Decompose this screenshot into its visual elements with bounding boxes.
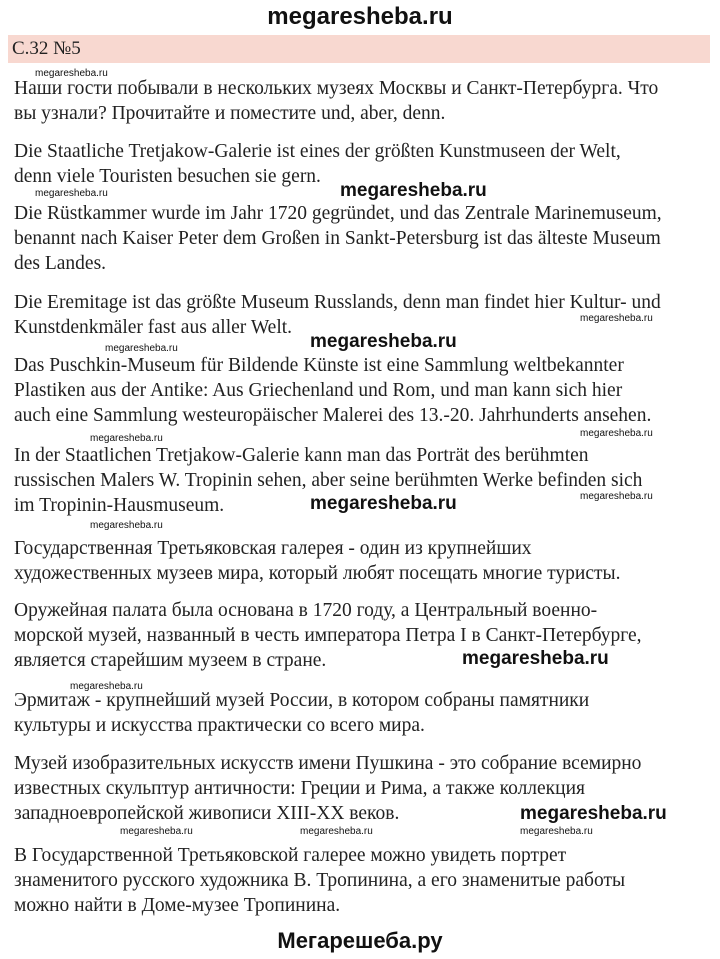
text-line: морской музей, названный в честь императора Петра I в Санкт-Петербурге, xyxy=(14,625,642,646)
text-line: Наши гости побывали в нескольких музеях Москвы и Санкт-Петербурга. Что xyxy=(14,78,659,99)
text-line: Оружейная палата была основана в 1720 году, а Центральный военно- xyxy=(14,600,598,621)
watermark-small: megaresheba.ru xyxy=(580,491,653,502)
site-header: megaresheba.ru xyxy=(267,3,453,30)
text-line: является старейшим музеем в стране. xyxy=(14,650,327,671)
task-number-bar: С.32 №5 xyxy=(8,35,710,63)
text-line: Эрмитаж - крупнейший музей России, в котором собраны памятники xyxy=(14,690,590,711)
text-line: Kunstdenkmäler fast aus aller Welt. xyxy=(14,317,293,338)
text-line: im Tropinin-Hausmuseum. xyxy=(14,495,225,516)
text-line: знаменитого русского художника В. Тропинина, а его знаменитые работы xyxy=(14,870,626,891)
watermark-small: megaresheba.ru xyxy=(580,313,653,324)
watermark-large: megaresheba.ru xyxy=(520,803,667,824)
watermark-small: megaresheba.ru xyxy=(90,433,163,444)
text-line: можно найти в Доме-музее Тропинина. xyxy=(14,895,341,916)
watermark-large: megaresheba.ru xyxy=(310,331,457,352)
text-line: benannt nach Kaiser Peter dem Großen in Sankt-Petersburg ist das älteste Museum xyxy=(14,228,661,249)
watermark-small: megaresheba.ru xyxy=(120,826,193,837)
watermark-small: megaresheba.ru xyxy=(520,826,593,837)
watermark-large: megaresheba.ru xyxy=(310,493,457,514)
text-line: западноевропейской живописи XIII-XX веков. xyxy=(14,803,400,824)
watermark-small: megaresheba.ru xyxy=(35,68,108,79)
text-line: культуры и искусства практически со всего мира. xyxy=(14,715,425,736)
text-line: des Landes. xyxy=(14,253,107,274)
text-line: вы узнали? Прочитайте и поместите und, aber, denn. xyxy=(14,103,446,124)
text-line: Die Eremitage ist das größte Museum Russlands, denn man findet hier Kultur- und xyxy=(14,292,661,313)
site-footer: Мегарешеба.ру xyxy=(277,928,443,953)
paragraph-instruction xyxy=(14,76,710,126)
text-line: In der Staatlichen Tretjakow-Galerie kann man das Porträt des berühmten xyxy=(14,445,589,466)
paragraph-ru-tropinin xyxy=(14,843,710,918)
text-line: denn viele Touristen besuchen sie gern. xyxy=(14,166,321,187)
text-line: Plastiken aus der Antike: Aus Griechenland und Rom, und man kann sich hier xyxy=(14,380,623,401)
paragraph-de-puschkin xyxy=(14,353,710,428)
paragraph-ru-hermitage xyxy=(14,688,710,738)
text-line: Die Rüstkammer wurde im Jahr 1720 gegründet, und das Zentrale Marinemuseum, xyxy=(14,203,662,224)
watermark-small: megaresheba.ru xyxy=(90,520,163,531)
watermark-small: megaresheba.ru xyxy=(105,343,178,354)
text-line: russischen Malers W. Tropinin sehen, aber seine berühmten Werke befinden sich xyxy=(14,470,643,491)
text-line: Государственная Третьяковская галерея - один из крупнейших xyxy=(14,538,532,559)
paragraph-ru-tretyakov xyxy=(14,536,710,586)
watermark-small: megaresheba.ru xyxy=(70,681,143,692)
text-line: Музей изобразительных искусств имени Пушкина - это собрание всемирно xyxy=(14,753,642,774)
watermark-large: megaresheba.ru xyxy=(340,180,487,201)
watermark-small: megaresheba.ru xyxy=(300,826,373,837)
text-line: художественных музеев мира, который любят посещать многие туристы. xyxy=(14,563,621,584)
text-line: В Государственной Третьяковской галерее можно увидеть портрет xyxy=(14,845,567,866)
text-line: auch eine Sammlung westeuropäischer Malerei des 13.-20. Jahrhunderts ansehen. xyxy=(14,405,652,426)
watermark-small: megaresheba.ru xyxy=(35,188,108,199)
watermark-small: megaresheba.ru xyxy=(580,428,653,439)
watermark-large: megaresheba.ru xyxy=(462,648,609,669)
text-line: известных скульптур античности: Греции и Рима, а также коллекция xyxy=(14,778,585,799)
text-line: Die Staatliche Tretjakow-Galerie ist eines der größten Kunstmuseen der Welt, xyxy=(14,141,621,162)
text-line: Das Puschkin-Museum für Bildende Künste ist eine Sammlung weltbekannter xyxy=(14,355,624,376)
paragraph-de-ruestkammer xyxy=(14,201,710,276)
